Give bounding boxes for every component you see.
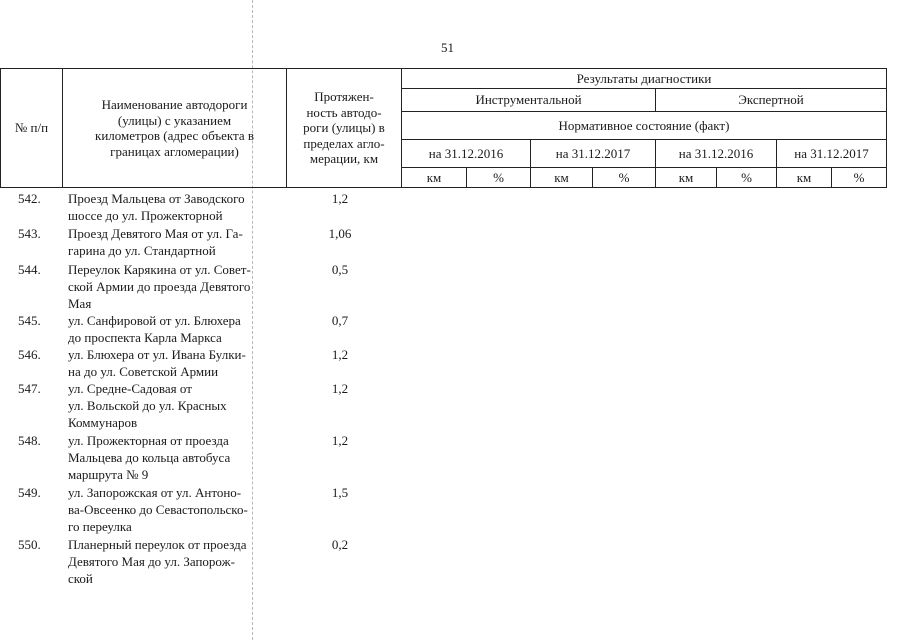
road-length: 0,7	[331, 313, 349, 328]
road-name: Планерный переулок от проезда Девятого Мая до ул. Запорож- ской	[68, 537, 247, 586]
road-length: 1,2	[331, 433, 349, 448]
header-results: Результаты диагностики	[401, 68, 887, 89]
row-number: 546.	[18, 347, 41, 362]
road-length: 0,5	[331, 262, 349, 277]
header-date: на 31.12.2016	[655, 139, 777, 168]
header-col-num: № п/п	[0, 68, 63, 188]
header-unit-km: км	[530, 167, 593, 188]
header-unit-percent: %	[466, 167, 531, 188]
road-length: 1,2	[331, 347, 349, 362]
road-name: Переулок Карякина от ул. Совет- ской Армии до проезда Девятого Мая	[68, 262, 251, 311]
row-number: 545.	[18, 313, 41, 328]
header-unit-percent: %	[716, 167, 777, 188]
page-number: 51	[441, 40, 454, 55]
road-length: 1,06	[328, 226, 352, 241]
header-instrumental: Инструментальной	[401, 88, 656, 112]
header-expert: Экспертной	[655, 88, 887, 112]
road-length: 0,2	[331, 537, 349, 552]
header-col-name: Наименование автодороги (улицы) с указанием километров (адрес объекта в границах агломерации)	[62, 68, 287, 188]
row-number: 550.	[18, 537, 41, 552]
header-unit-km: км	[655, 167, 717, 188]
row-number: 544.	[18, 262, 41, 277]
road-name: ул. Запорожская от ул. Антоно- ва-Овсеенко до Севастопольско- го переулка	[68, 485, 248, 534]
row-number: 542.	[18, 191, 41, 206]
header-unit-km: км	[776, 167, 832, 188]
row-number: 547.	[18, 381, 41, 396]
header-unit-percent: %	[592, 167, 656, 188]
road-name: ул. Прожекторная от проезда Мальцева до кольца автобуса маршрута № 9	[68, 433, 231, 482]
header-unit-percent: %	[831, 167, 887, 188]
header-col-length: Протяжен-ность автодо-роги (улицы) в пределах агло-мерации, км	[286, 68, 402, 188]
road-name: ул. Блюхера от ул. Ивана Булки- на до ул. Советской Армии	[68, 347, 246, 379]
road-name: ул. Средне-Садовая от ул. Вольской до ул. Красных Коммунаров	[68, 381, 227, 430]
row-number: 543.	[18, 226, 41, 241]
header-date: на 31.12.2017	[530, 139, 656, 168]
road-name: Проезд Мальцева от Заводского шоссе до ул. Прожекторной	[68, 191, 245, 223]
header-date: на 31.12.2017	[776, 139, 887, 168]
road-length: 1,2	[331, 381, 349, 396]
road-name: ул. Санфировой от ул. Блюхера до проспекта Карла Маркса	[68, 313, 241, 345]
row-number: 548.	[18, 433, 41, 448]
row-number: 549.	[18, 485, 41, 500]
header-unit-km: км	[401, 167, 467, 188]
road-length: 1,5	[331, 485, 349, 500]
road-length: 1,2	[331, 191, 349, 206]
header-date: на 31.12.2016	[401, 139, 531, 168]
header-normative: Нормативное состояние (факт)	[401, 111, 887, 140]
road-name: Проезд Девятого Мая от ул. Га- гарина до ул. Стандартной	[68, 226, 243, 258]
